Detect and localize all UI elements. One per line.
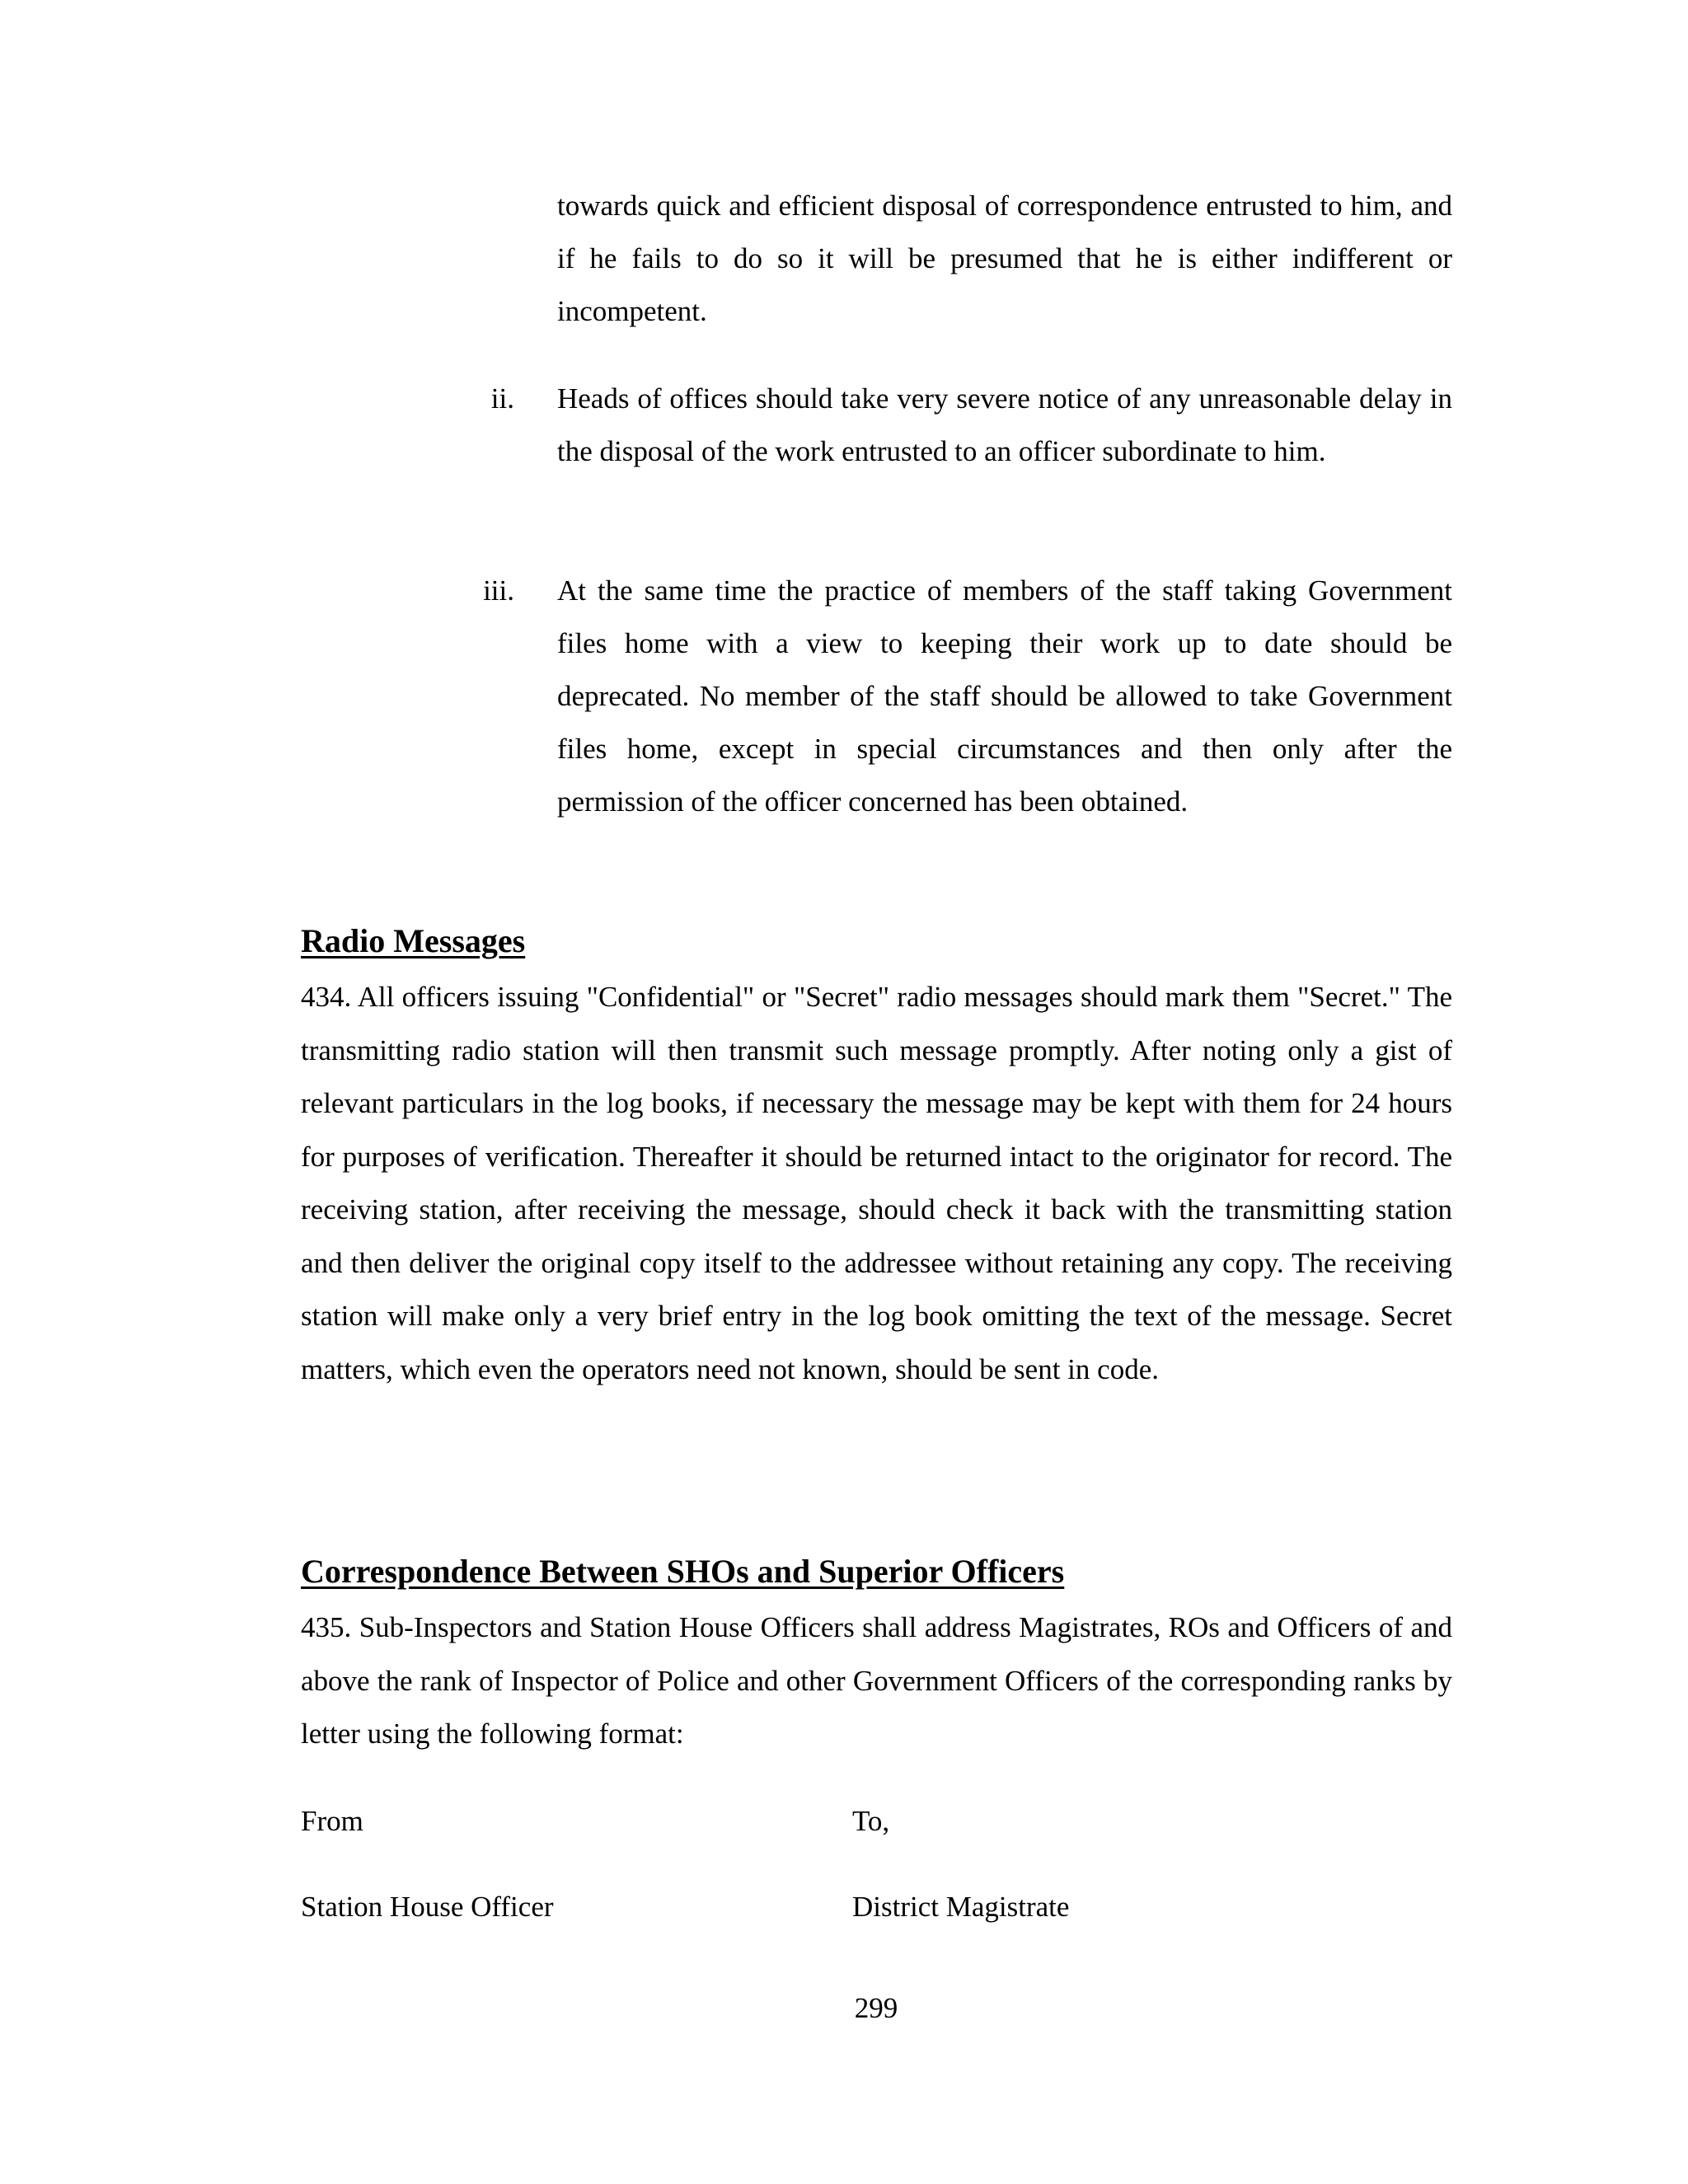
continuation-paragraph: towards quick and efficient disposal of correspondence entrusted to him, and if he fails to do so it will be presumed that he is either indifferent or incompetent. [557, 190, 1452, 327]
list-item-number: ii. [490, 382, 514, 415]
page-number: 299 [854, 1992, 898, 2024]
section-paragraph-435: 435. Sub-Inspectors and Station House Officers shall address Magistrates, ROs and Officers of and above the rank of Inspector of Police and other Government Officers of the corresponding ranks by letter using the following format: [301, 1611, 1452, 1750]
letter-from-label: From [301, 1805, 363, 1837]
section-heading-radio-messages: Radio Messages [301, 922, 526, 959]
list-item-text: Heads of offices should take very severe notice of any unreasonable delay in the disposal of the work entrusted to an officer subordinate to him. [557, 382, 1452, 467]
list-item-text: At the same time the practice of members of the staff taking Government files home with a view to keeping their work up to date should be deprecated. No member of the staff should be allowed to take Government files home, except in special circumstances and then only after the permission of the officer concerned has been obtained. [557, 574, 1452, 818]
list-item-number: iii. [483, 574, 514, 607]
letter-to-label: To, [852, 1805, 890, 1837]
letter-from-value: Station House Officer [301, 1891, 554, 1923]
letter-to-value: District Magistrate [852, 1891, 1070, 1923]
section-heading-correspondence: Correspondence Between SHOs and Superior Officers [301, 1553, 1065, 1590]
section-paragraph-434: 434. All officers issuing "Confidential" or "Secret" radio messages should mark them "Secret." The transmitting radio station will then transmit such message promptly. After noting only a gist of relevant particulars in the log books, if necessary the message may be kept with them for 24 hours for purposes of verification. Thereafter it should be returned intact to the originator for record. The receiving station, after receiving the message, should check it back with the transmitting station and then deliver the original copy itself to the addressee without retaining any copy. The receiving station will make only a very brief entry in the log book omitting the text of the message. Secret matters, which even the operators need not known, should be sent in code. [301, 981, 1452, 1385]
